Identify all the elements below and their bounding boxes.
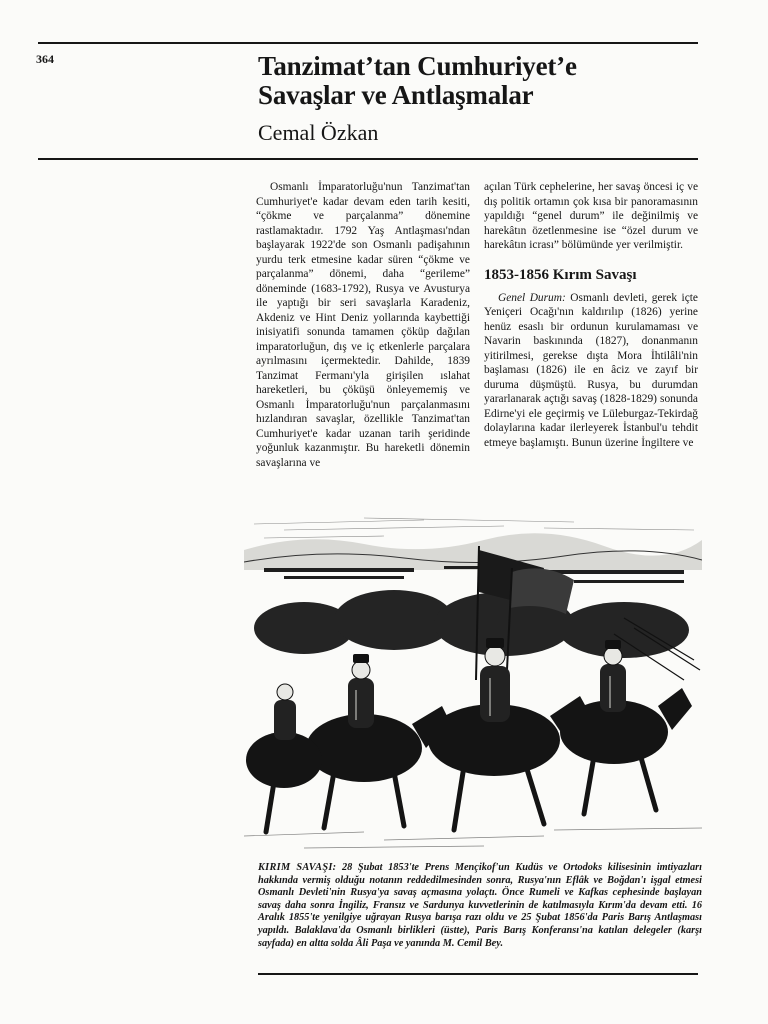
top-rule	[38, 42, 698, 44]
section-lead: Genel Durum:	[498, 291, 566, 304]
battle-illustration	[244, 510, 702, 856]
article-header	[258, 52, 698, 146]
section-text: Osmanlı devleti, gerek içte Yeniçeri Ocağı'nın kaldırılıp (1826) yerine henüz esaslı bir ordunun kurulamaması ve Navarin baskınında (1827), donanmanın yitirilmesi, gerekse dışta Mora İhtilâli'nin başlaması (1826) ile en âciz ve zayıf bir duruma düşmüştü. Rusya, bu durumdan yararlanarak açtığı savaş (1828-1829) sonunda Edirne'yi ele geçirmiş ve Lüleburgaz-Tekirdağ dolaylarına kadar ilerleyerek İstanbul'u tehdit etmeye başlamıştı. Bunun üzerine İngiltere ve	[484, 291, 698, 449]
article-title-line-2: Savaşlar ve Antlaşmalar	[258, 80, 534, 110]
section-paragraph	[484, 291, 698, 451]
crimean-war-engraving-icon	[244, 510, 702, 856]
intro-paragraph-continued: açılan Türk cephelerine, her savaş öncesi iç ve dış politik ortamın çok kısa bir panoramasının yapıldığı “genel durum” ile değinilmiş ve harekâtın özetlenmesine ise “özel durum ve harekâtın icrası” bölümünde yer verilmiştir.	[484, 181, 698, 251]
right-text-column	[484, 180, 698, 450]
illustration-caption	[258, 862, 702, 950]
article-title-line-1: Tanzimat’tan Cumhuriyet’e	[258, 51, 577, 81]
bottom-rule	[258, 973, 698, 975]
header-rule	[38, 158, 698, 160]
caption-text: 28 Şubat 1853'te Prens Mençikof'un Kudüs ve Ortodoks kilisesinin imtiyazları hakkında vermiş olduğu notanın reddedilmesinden sonra, Rusya'nın Eflâk ve Boğdan'ı işgal etmesi Osmanlı Devleti'nin Rusya'ya savaş açmasına yolaçtı. Önce Rumeli ve Kafkas cephesinde başlayan savaş daha sonra İngiliz, Fransız ve Sardunya kuvvetlerinin de katılmasıyla Kırım'da devam etti. 16 Aralık 1855'te yenilgiye uğrayan Rusya barışa razı oldu ve 25 Şubat 1856'da Paris Barış Antlaşması yapıldı. Balaklava'da Osmanlı birlikleri (üstte), Paris Barış Konferansı'na katılan delegeler (karşı sayfada) en altta solda Âli Paşa ve yanında M. Cemil Bey.	[258, 862, 702, 949]
section-heading: 1853-1856 Kırım Savaşı	[484, 266, 637, 283]
intro-paragraph: Osmanlı İmparatorluğu'nun Tanzimat'tan Cumhuriyet'e kadar devam eden tarih kesiti, “çökme ve parçalanma” dönemine rastlamaktadır. 1792 Yaş Antlaşması'ndan başlayarak 1922'de son Osmanlı padişahının yurdu terk etmesine kadar süren “çökme ve parçalanma” dönemi, daha “gerileme” döneminde (1683-1792), Rusya ve Avusturya ile yaptığı bir seri savaşlarla Karadeniz, Akdeniz ve Hint Deniz yollarında kaybettiği inisiyatifi sonunda tamamen çöküp dağılan imparatorluğun, dış ve iç etkenlerle parçalara ayrılmasını içermektedir. Dahilde, 1839 Tanzimat Fermanı'yla girişilen ıslahat hareketleri, bu çöküşü önleyememiş ve Osmanlı İmparatorluğu'nun parçalanmasını hızlandıran savaşlar, özellikle Tanzimat'tan Cumhuriyet'e kadar uzanan tarih şeridinde yoğunluk kazanmıştır. Bu hareketli dönemin savaşlarına ve	[256, 181, 470, 469]
left-text-column	[256, 180, 470, 470]
caption-label: KIRIM SAVAŞI:	[258, 862, 337, 873]
author-name: Cemal Özkan	[258, 120, 379, 145]
page-number: 364	[36, 52, 54, 66]
